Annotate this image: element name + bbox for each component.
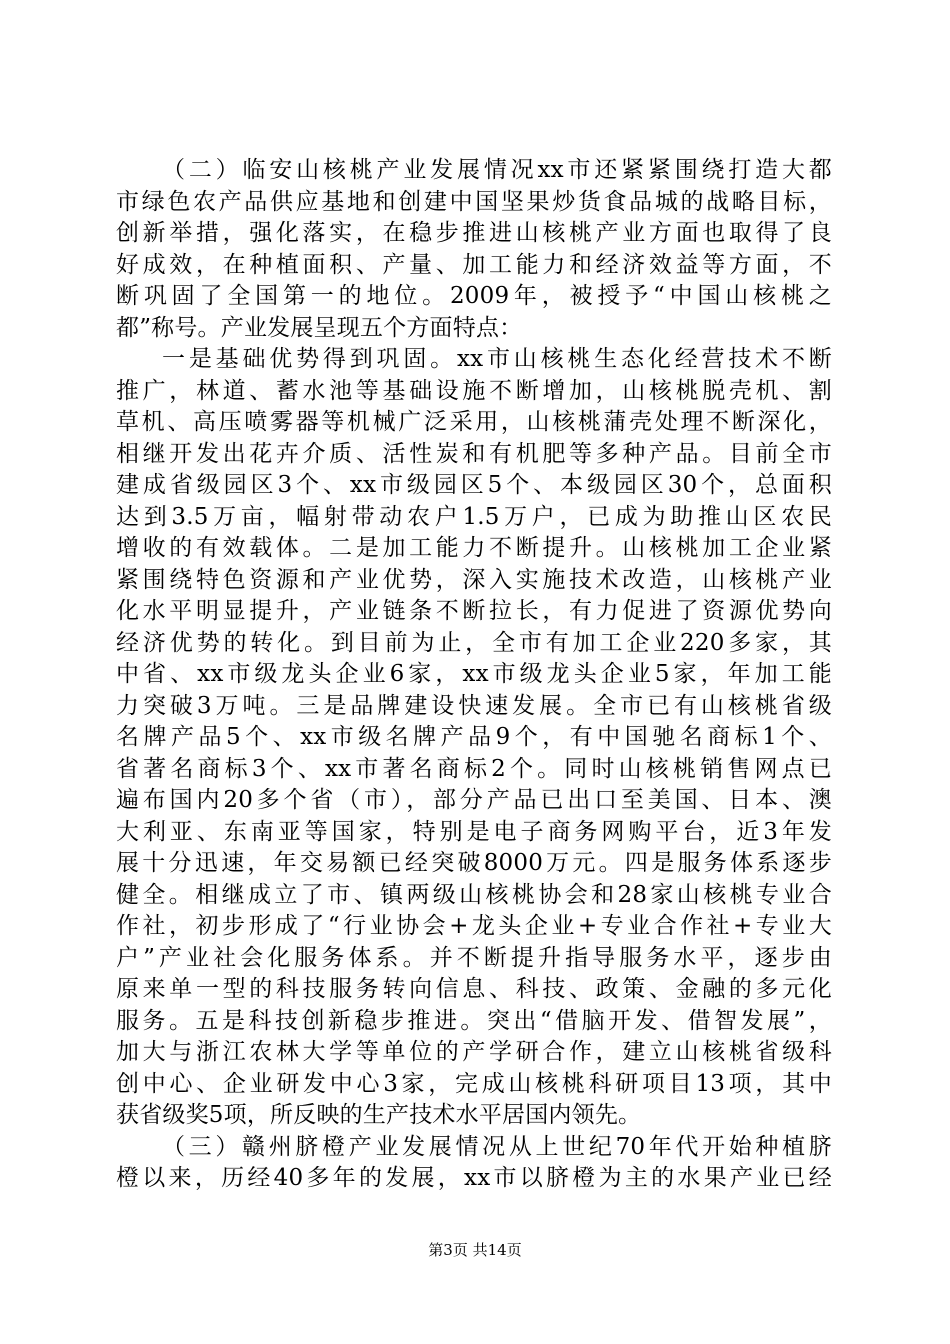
text-line: 经济优势的转化。到目前为止，全市有加工企业220多家，其 — [116, 629, 832, 656]
text-line: 加大与浙江农林大学等单位的产学研合作，建立山核桃省级科 — [116, 1039, 832, 1065]
text-line: 获省级奖5项，所反映的生产技术水平居国内领先。 — [116, 1102, 642, 1128]
text-line: （二）临安山核桃产业发展情况xx市还紧紧围绕打造大都 — [162, 157, 832, 183]
text-line: 遍布国内20多个省（市），部分产品已出口至美国、日本、澳 — [116, 787, 832, 813]
text-line: 都”称号。产业发展呈现五个方面特点： — [116, 314, 523, 341]
text-line: 服务。五是科技创新稳步推进。突出“借脑开发、借智发展”， — [116, 1007, 832, 1034]
text-line: 名牌产品5个、xx市级名牌产品9个，有中国驰名商标1个、 — [116, 724, 832, 750]
text-line: 断巩固了全国第一的地位。2009年，被授予“中国山核桃之 — [116, 283, 832, 309]
document-body — [116, 155, 832, 1195]
text-line: 展十分迅速，年交易额已经突破8000万元。四是服务体系逐步 — [116, 850, 832, 876]
text-line: 达到3.5万亩，幅射带动农户1.5万户，已成为助推山区农民 — [116, 503, 832, 530]
text-line: 好成效，在种植面积、产量、加工能力和经济效益等方面，不 — [116, 251, 832, 278]
text-line: 草机、高压喷雾器等机械广泛采用，山核桃蒲壳处理不断深化， — [116, 409, 832, 435]
text-line: 创新举措，强化落实，在稳步推进山核桃产业方面也取得了良 — [116, 220, 832, 246]
page-number-footer: 第3页 共14页 — [428, 1241, 522, 1259]
text-line: 一是基础优势得到巩固。xx市山核桃生态化经营技术不断 — [162, 346, 832, 372]
text-line: 原来单一型的科技服务转向信息、科技、政策、金融的多元化 — [116, 976, 832, 1002]
text-line: 健全。相继成立了市、镇两级山核桃协会和28家山核桃专业合 — [116, 881, 832, 908]
text-line: 创中心、企业研发中心3家，完成山核桃科研项目13项，其中 — [116, 1070, 832, 1097]
text-line: 中省、xx市级龙头企业6家，xx市级龙头企业5家，年加工能 — [116, 661, 832, 687]
text-line: 紧围绕特色资源和产业优势，深入实施技术改造，山核桃产业 — [116, 566, 832, 593]
text-line: 推广，林道、蓄水池等基础设施不断增加，山核桃脱壳机、割 — [116, 377, 832, 404]
text-line: 化水平明显提升，产业链条不断拉长，有力促进了资源优势向 — [116, 598, 832, 624]
text-line: 市绿色农产品供应基地和创建中国坚果炒货食品城的战略目标， — [116, 188, 832, 215]
text-line: 作社，初步形成了“行业协会+龙头企业+专业合作社+专业大 — [116, 913, 832, 939]
text-line: 橙以来，历经40多年的发展，xx市以脐橙为主的水果产业已经 — [116, 1165, 832, 1191]
text-line: 建成省级园区3个、xx市级园区5个、本级园区30个，总面积 — [116, 472, 832, 498]
text-line: 增收的有效载体。二是加工能力不断提升。山核桃加工企业紧 — [116, 535, 832, 561]
text-line: 相继开发出花卉介质、活性炭和有机肥等多种产品。目前全市 — [116, 440, 832, 467]
text-line: 户”产业社会化服务体系。并不断提升指导服务水平，逐步由 — [116, 944, 832, 971]
text-line: （三）赣州脐橙产业发展情况从上世纪70年代开始种植脐 — [162, 1133, 832, 1160]
text-line: 力突破3万吨。三是品牌建设快速发展。全市已有山核桃省级 — [116, 692, 832, 719]
text-line: 省著名商标3个、xx市著名商标2个。同时山核桃销售网点已 — [116, 755, 832, 782]
text-line: 大利亚、东南亚等国家，特别是电子商务网购平台，近3年发 — [116, 818, 832, 845]
